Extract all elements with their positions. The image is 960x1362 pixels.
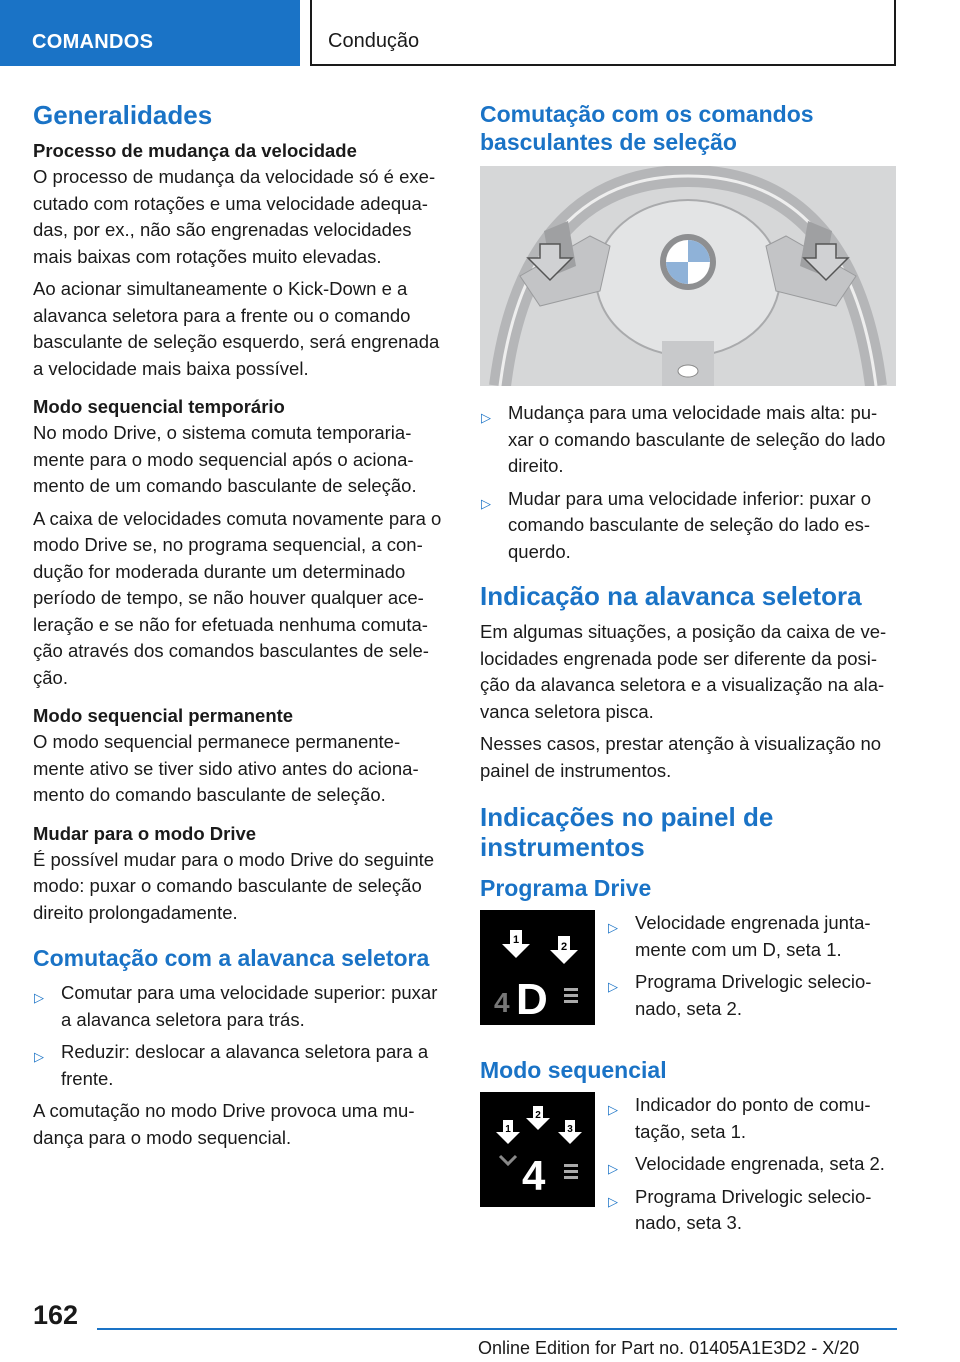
- paragraph: A caixa de velocidades comuta novamente para o modo Drive se, no programa sequencial, a con-dução for moderada durante um determinado período de tempo, se não houver qualquer ace-leração e se não for efetuada nenhuma comuta-ção através dos comandos basculantes de sele-ção.: [33, 507, 442, 688]
- edition-note: Online Edition for Part no. 01405A1E3D2 - X/20: [478, 1338, 860, 1358]
- paragraph: Em algumas situações, a posição da caixa de ve-locidades engrenada pode ser diferente da posi-ção da alavanca seletora e a visualização na ala-vanca seletora pisca.: [480, 621, 887, 722]
- subheading-permanente: Modo sequencial permanente: [33, 705, 294, 726]
- list-item: ▷ Velocidade engrenada junta-mente com um D, seta 1.: [608, 912, 871, 960]
- subheading-temporario: Modo sequencial temporário: [33, 396, 285, 417]
- heading-programa-drive: Programa Drive: [480, 875, 652, 901]
- page-number: 162: [33, 1300, 79, 1330]
- steering-wheel-image: [480, 166, 896, 386]
- sequential-figure-row: [480, 1092, 898, 1249]
- chapter-header: [310, 0, 896, 66]
- list-item: ▷ Programa Drivelogic selecio-nado, seta 3.: [608, 1185, 872, 1233]
- list-item: ▷ Velocidade engrenada, seta 2.: [607, 1151, 898, 1178]
- list-item: ▷ Mudança para uma velocidade mais alta: pu-xar o comando basculante de seleção do lado direito.: [481, 402, 886, 476]
- triangle-bullet-icon: ▷: [608, 979, 618, 994]
- triangle-bullet-icon: ▷: [481, 495, 491, 511]
- arrow-2-label: 2: [560, 941, 568, 953]
- paragraph: A comutação no modo Drive provoca uma mu-dança para o modo sequencial.: [33, 1100, 415, 1148]
- drive-mode-label: D: [516, 975, 548, 1024]
- steering-wheel-illustration: [480, 166, 896, 386]
- drive-figure-row: [480, 910, 898, 1034]
- list-item: ▷ Mudar para uma velocidade inferior: puxar o comando basculante de seleção do lado es-querdo.: [481, 487, 871, 562]
- triangle-bullet-icon: ▷: [608, 1193, 618, 1209]
- paragraph: O processo de mudança da velocidade só é exe-cutado com rotações e uma velocidade adequa-das, por ex., não são engrenadas velocidades mais baixas com rotações muito elevadas.: [33, 166, 436, 267]
- gear-label: 4: [522, 1152, 546, 1199]
- sequential-display-image: [480, 1092, 595, 1207]
- paragraph: No modo Drive, o sistema comuta temporaria-mente para o modo sequencial após o aciona-mento de um comando basculante de seleção.: [33, 422, 417, 496]
- left-column: [33, 100, 448, 1157]
- triangle-bullet-icon: ▷: [608, 1102, 618, 1117]
- section-tab: [0, 0, 300, 66]
- arrow-1-label: 1: [512, 934, 520, 946]
- chapter-label: Condução: [328, 30, 420, 52]
- paragraph: Ao acionar simultaneamente o Kick-Down e a alavanca seletora para a frente ou o comando basculante de seleção esquerdo, será engrenada a velocidade mais baixa possível.: [33, 278, 440, 379]
- gear-label: 4: [494, 987, 510, 1018]
- heading-painel: Indicações no painel de instrumentos: [480, 802, 774, 862]
- heading-alavanca: Comutação com a alavanca seletora: [33, 945, 430, 971]
- heading-generalidades: Generalidades: [33, 100, 213, 130]
- list-item: ▷ Programa Drivelogic selecio-nado, seta 2.: [608, 971, 872, 1019]
- arrow-2-label: 2: [535, 1110, 541, 1121]
- triangle-bullet-icon: ▷: [34, 990, 44, 1005]
- list: [480, 400, 898, 565]
- footer-divider: [97, 1328, 897, 1330]
- triangle-bullet-icon: ▷: [481, 410, 491, 425]
- list: [607, 910, 898, 1028]
- subheading-drive: Mudar para o modo Drive: [33, 822, 257, 844]
- right-column: [480, 100, 898, 1259]
- drive-display-image: [480, 910, 595, 1025]
- section-label: COMANDOS: [32, 31, 154, 53]
- paragraph: O modo sequencial permanece permanente-mente ativo se tiver sido ativo antes do aciona-mento do comando basculante de seleção.: [33, 731, 419, 805]
- paragraph: Nesses casos, prestar atenção à visualização no painel de instrumentos.: [480, 733, 882, 781]
- list-item: ▷ Indicador do ponto de comu-tação, seta 1.: [608, 1094, 871, 1142]
- heading-basculantes: Comutação com os comandos basculantes de seleção: [480, 101, 814, 155]
- heading-indicacao-alavanca: Indicação na alavanca seletora: [480, 581, 862, 611]
- arrow-1-label: 1: [505, 1124, 511, 1135]
- list-item: ▷ Comutar para uma velocidade superior: puxar a alavanca seletora para trás.: [34, 982, 438, 1030]
- triangle-bullet-icon: ▷: [34, 1049, 44, 1064]
- arrow-3-label: 3: [567, 1124, 573, 1135]
- list: [607, 1092, 898, 1243]
- list: [33, 980, 448, 1092]
- subheading-processo: Processo de mudança da velocidade: [33, 140, 357, 161]
- paragraph: É possível mudar para o modo Drive do seguinte modo: puxar o comando basculante de seleção direito prolongadamente.: [33, 848, 435, 923]
- heading-modo-sequencial: Modo sequencial: [480, 1057, 667, 1083]
- list-item: ▷ Reduzir: deslocar a alavanca seletora para a frente.: [34, 1041, 429, 1089]
- triangle-bullet-icon: ▷: [608, 920, 618, 935]
- triangle-bullet-icon: ▷: [608, 1161, 618, 1176]
